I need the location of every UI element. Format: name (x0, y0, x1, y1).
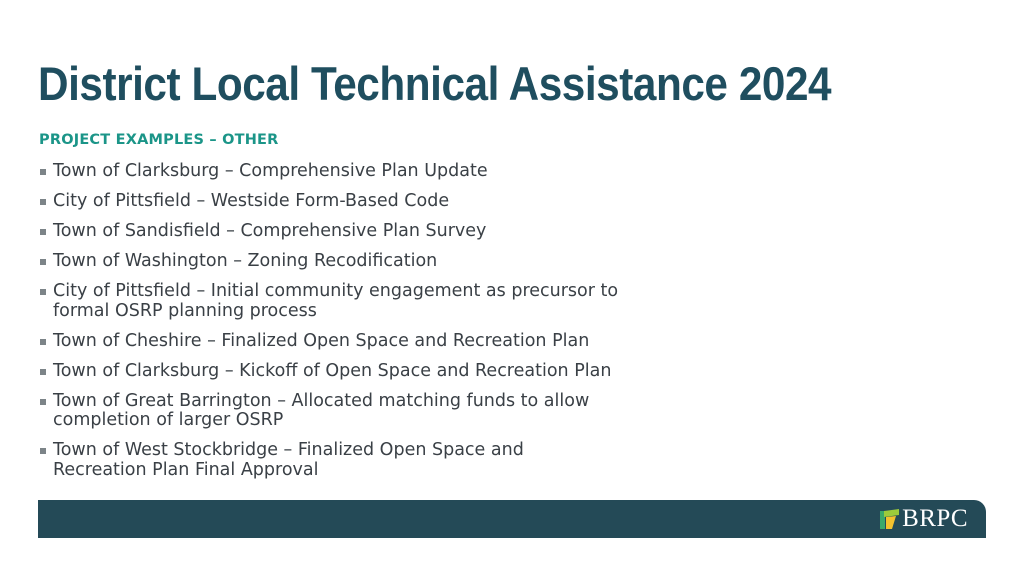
list-item (39, 392, 719, 431)
list-item-text: City of Pittsfield – Initial community engagement as precursor to formal OSRP planning process (53, 281, 619, 321)
list-item-text: Town of Great Barrington – Allocated matching funds to allow completion of larger OSRP (53, 390, 590, 430)
list-item (39, 252, 719, 272)
list-item (39, 162, 719, 182)
list-item-text: Town of Washington – Zoning Recodification (53, 251, 438, 271)
square-bullet-icon (40, 339, 46, 345)
list-item (39, 441, 719, 480)
square-bullet-icon (40, 399, 46, 405)
list-item-text: Town of Cheshire – Finalized Open Space and Recreation Plan (53, 330, 590, 351)
square-bullet-icon (40, 169, 46, 175)
list-item (39, 222, 719, 242)
footer-bar (38, 500, 986, 538)
list-item (39, 362, 719, 382)
list-item (39, 282, 719, 321)
list-item-text: City of Pittsfield – Westside Form-Based Code (53, 191, 450, 211)
square-bullet-icon (40, 199, 46, 205)
square-bullet-icon (40, 448, 46, 454)
square-bullet-icon (40, 289, 46, 295)
list-item (39, 192, 719, 212)
square-bullet-icon (40, 259, 46, 265)
section-subtitle: PROJECT EXAMPLES – OTHER (39, 132, 279, 148)
list-item-text: Town of Clarksburg – Comprehensive Plan Update (53, 161, 488, 181)
square-bullet-icon (40, 229, 46, 235)
square-bullet-icon (40, 369, 46, 375)
list-item (39, 332, 719, 352)
project-list (39, 162, 719, 491)
brpc-logo-text: BRPC (902, 505, 968, 532)
slide-title: District Local Technical Assistance 2024 (38, 57, 832, 110)
list-item-text: Town of West Stockbridge – Finalized Open Space and Recreation Plan Final Approval (53, 440, 524, 480)
brpc-logo (880, 507, 968, 531)
list-item-text: Town of Clarksburg – Kickoff of Open Space and Recreation Plan (53, 360, 612, 381)
list-item-text: Town of Sandisfield – Comprehensive Plan Survey (53, 221, 487, 241)
brpc-logo-icon (880, 509, 899, 529)
